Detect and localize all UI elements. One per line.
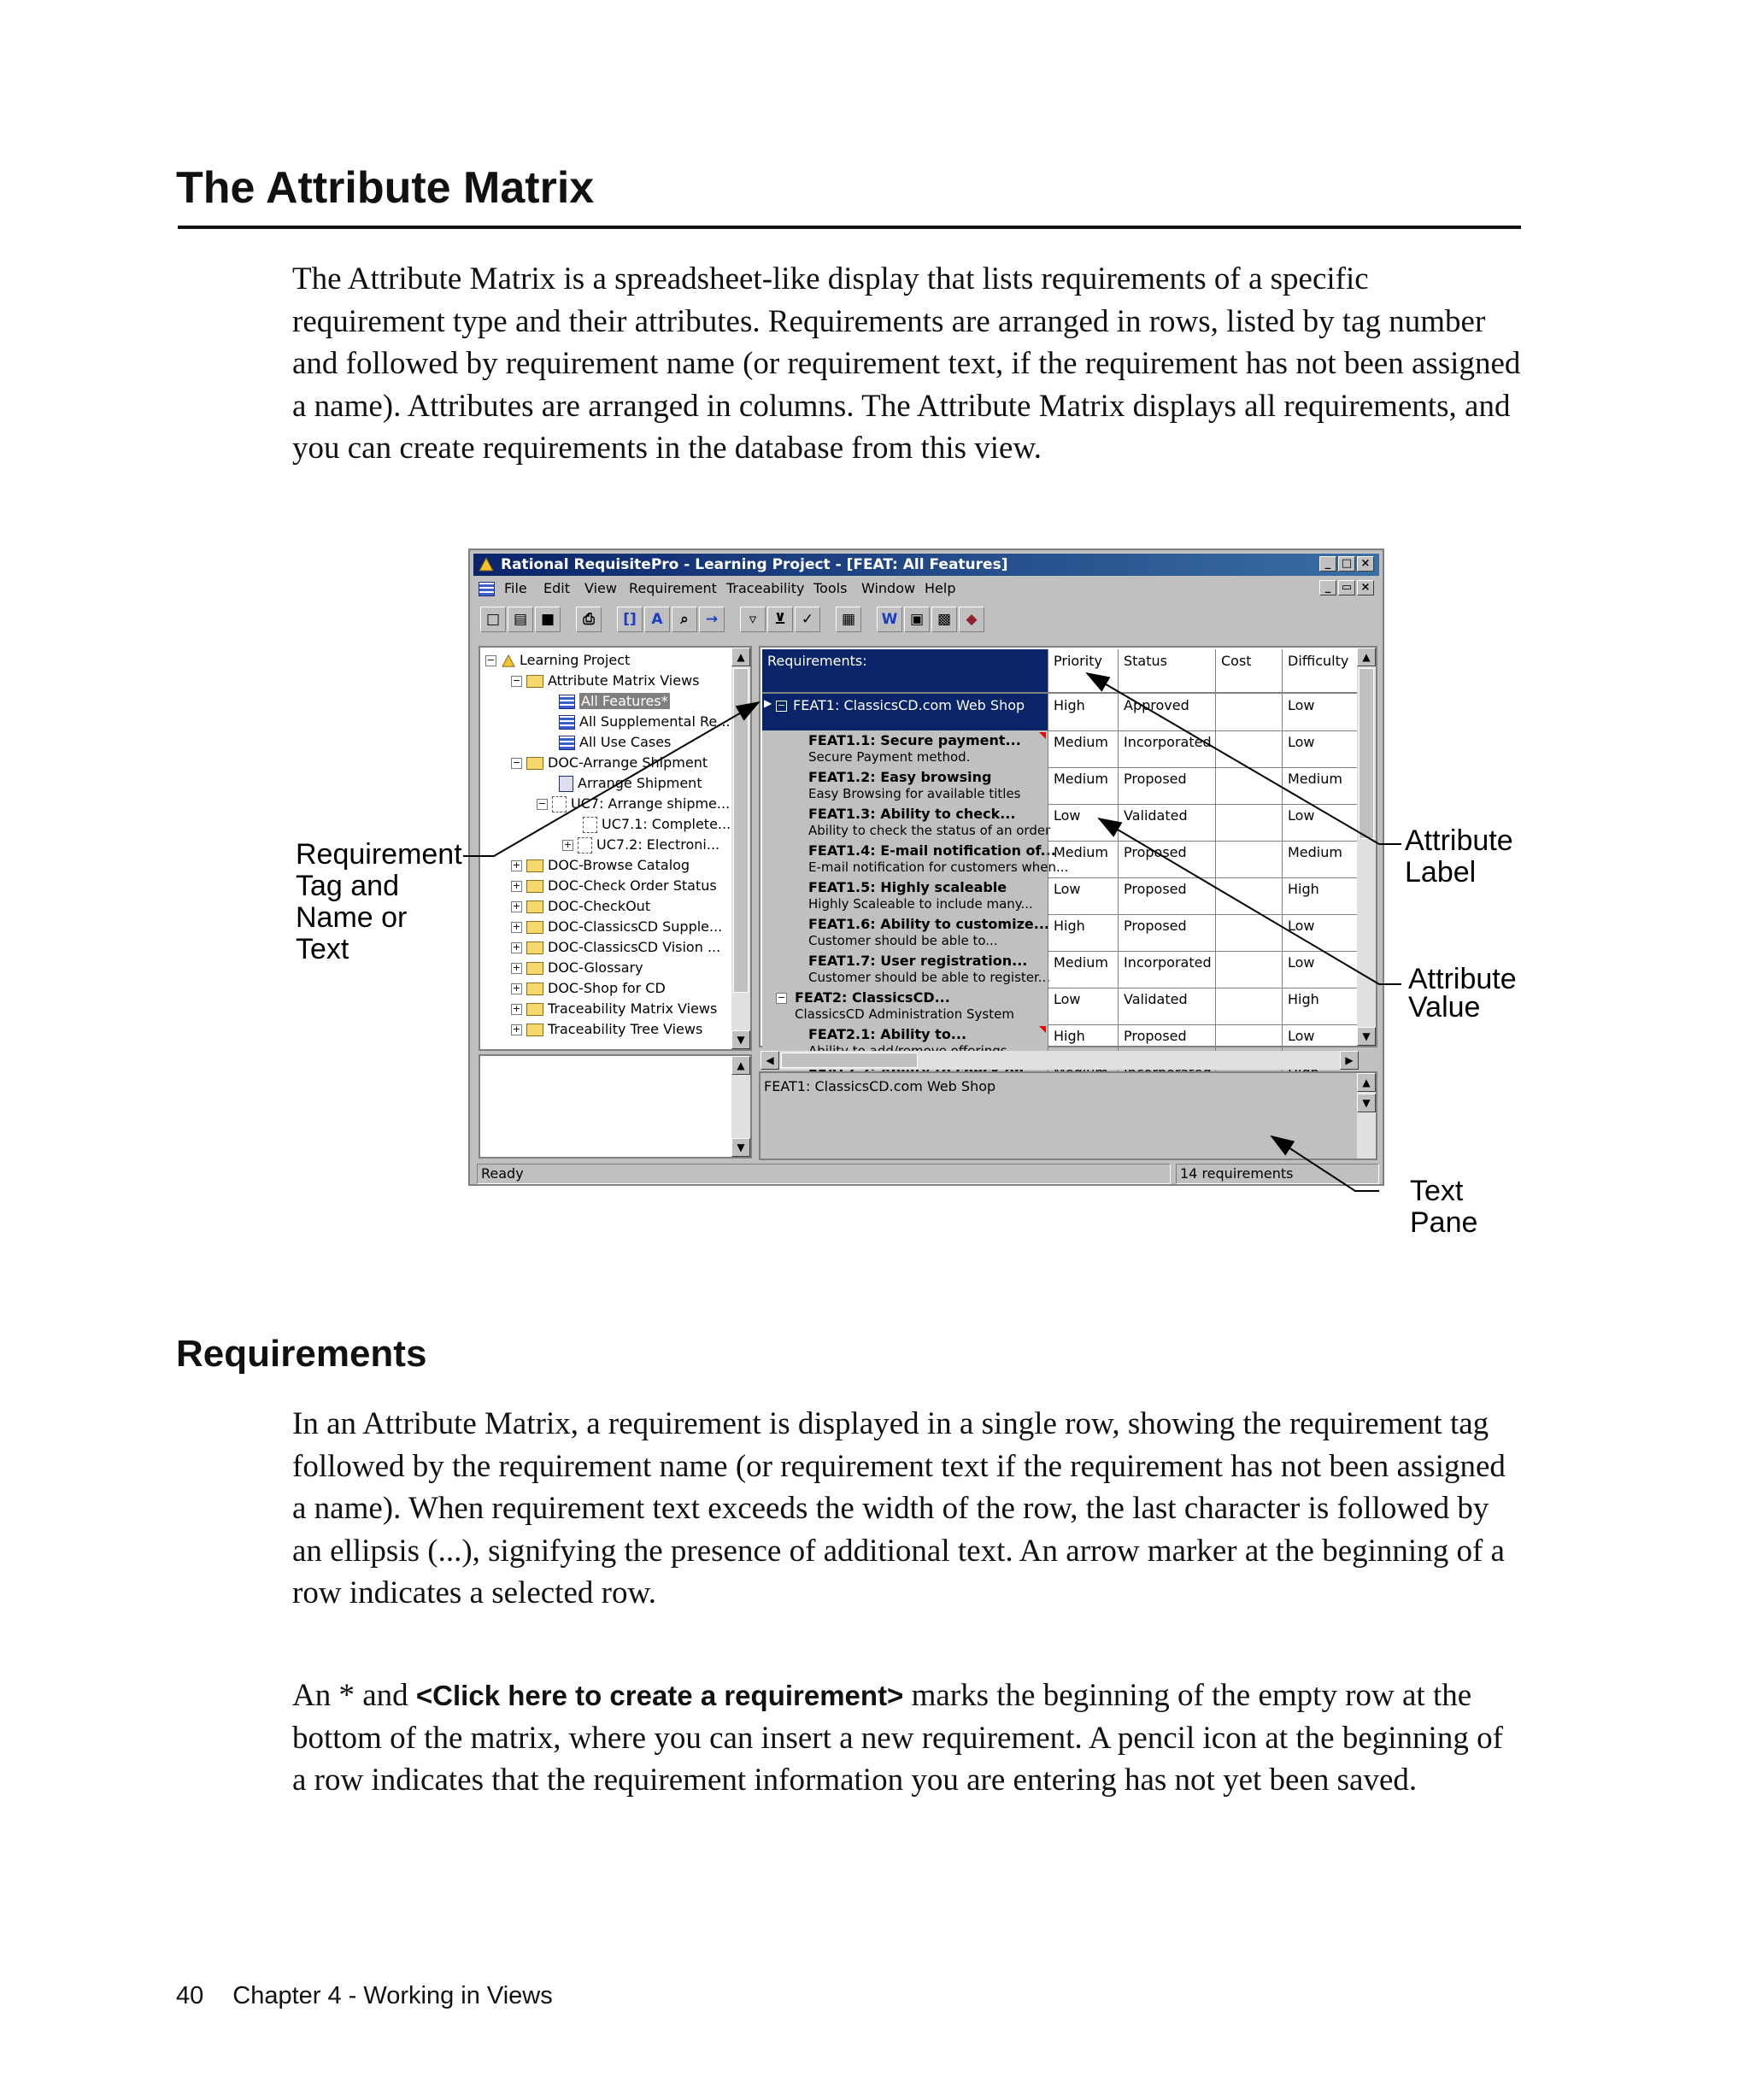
status-column-header[interactable]: Status <box>1118 649 1215 692</box>
difficulty-cell[interactable]: High <box>1282 988 1359 1024</box>
requirement-tag: FEAT1.2: Easy browsing <box>808 769 992 785</box>
difficulty-cell[interactable]: Medium <box>1282 841 1359 877</box>
mdi-minimize-button[interactable]: _ <box>1319 580 1336 595</box>
tree-node[interactable]: DOC-ClassicsCD Vision ... <box>548 939 721 955</box>
tree-node[interactable]: Learning Project <box>520 652 631 668</box>
table-row[interactable]: − FEAT2: ClassicsCD... ClassicsCD Administration System Low Validated High <box>762 988 1359 1025</box>
page-title: The Attribute Matrix <box>176 163 595 213</box>
scroll-up-icon[interactable]: ▲ <box>731 648 750 666</box>
menu-tools[interactable]: Tools <box>813 580 848 596</box>
tree-node[interactable]: DOC-Arrange Shipment <box>548 754 708 771</box>
difficulty-cell[interactable]: Low <box>1282 951 1359 988</box>
status-cell[interactable]: Validated <box>1118 804 1215 841</box>
menu-traceability[interactable]: Traceability <box>726 580 805 596</box>
requirement-tag: FEAT1: ClassicsCD.com Web Shop <box>793 697 1025 713</box>
status-cell[interactable]: Incorporated <box>1118 730 1215 767</box>
callout-text-pane: Text Pane <box>1410 1175 1478 1239</box>
filter-icon[interactable]: ✓ <box>795 607 820 632</box>
scroll-down-icon[interactable]: ▼ <box>731 1030 750 1049</box>
requirement-text: Secure Payment method. <box>808 749 971 765</box>
requirement-tag: FEAT1.4: E-mail notification of... <box>808 842 1056 859</box>
new-icon[interactable]: □ <box>480 607 506 632</box>
close-button[interactable]: × <box>1357 556 1374 572</box>
scroll-up-icon[interactable]: ▲ <box>731 1056 750 1075</box>
requirement-tag: FEAT1.5: Highly scaleable <box>808 879 1007 895</box>
difficulty-cell[interactable]: Medium <box>1282 767 1359 804</box>
find-icon[interactable]: ⌕ <box>672 607 697 632</box>
attr-value-leader <box>1099 818 1401 984</box>
priority-cell[interactable]: Low <box>1048 877 1118 914</box>
difficulty-cell[interactable]: High <box>1282 877 1359 914</box>
trace-to-icon[interactable]: ▿ <box>740 607 766 632</box>
requirements-paragraph-1: In an Attribute Matrix, a requirement is displayed in a single row, showing the requirement tag followed by the requirement name (or requirement text if the requirement has not been assigned a name). When requirement text exceeds the width of the row, the last character is followed by an ellipsis (...), signifying the presence of additional text. An arrow marker at the beginning of a row indicates a selected row. <box>292 1406 1506 1610</box>
bracket-icon[interactable]: [] <box>617 607 643 632</box>
priority-column-header[interactable]: Priority <box>1048 649 1118 692</box>
requirement-text: Customer should be able to register... <box>808 970 1051 985</box>
priority-cell[interactable]: High <box>1048 914 1118 951</box>
tree-node[interactable]: DOC-Check Order Status <box>548 877 717 894</box>
window-title: Rational RequisitePro - Learning Project - [FEAT: All Features] <box>501 556 1008 573</box>
text-pane-leader <box>1271 1136 1379 1191</box>
chapter-label: Chapter 4 - Working in Views <box>232 1982 553 2009</box>
req-tag-leader <box>463 702 759 856</box>
requirement-tag: FEAT1.6: Ability to customize... <box>808 916 1049 932</box>
goto-icon[interactable]: → <box>699 607 725 632</box>
trace-from-icon[interactable]: ⊻ <box>767 607 793 632</box>
status-requirement-count: 14 requirements <box>1176 1164 1379 1184</box>
menu-view[interactable]: View <box>584 580 617 596</box>
tree-node[interactable]: DOC-CheckOut <box>548 898 651 914</box>
priority-cell[interactable]: Medium <box>1048 767 1118 804</box>
explorer-tree: ▲ ▼ − Learning Project − Attribute Matrix Views All Features* All Supplemental Re... All Use Cases − DOC-Arrange Shipment Arrange Shipment − UC7: Arrange shipme... UC7.1: Complete... + UC7.2: Electroni... + DOC-Browse Catalog + DOC-Check Order Status + DOC-CheckOut + DOC-ClassicsCD Supple... + DOC-ClassicsCD Vision ... + DOC-Glossary + DOC-Shop for CD + Traceability Matrix Views + Traceability Tree Views <box>479 646 752 1051</box>
tree-node[interactable]: Traceability Matrix Views <box>548 1000 718 1017</box>
chart-icon[interactable]: ▩ <box>931 607 957 632</box>
menu-window[interactable]: Window <box>861 580 916 596</box>
matrix-icon[interactable]: ▦ <box>836 607 861 632</box>
tree-node[interactable]: All Supplemental Re... <box>579 713 731 730</box>
status-cell[interactable]: Approved <box>1118 694 1215 730</box>
requirements-paragraph-2: An * and <Click here to create a requirement> marks the beginning of the empty row at the bottom of the matrix, where you can insert a new requirement. A pencil icon at the beginning of a row indicates that the requirement information you are entering has not yet been saved. <box>292 1678 1503 1798</box>
mdi-close-button[interactable]: × <box>1357 580 1374 595</box>
priority-cell[interactable]: Medium <box>1048 951 1118 988</box>
scroll-left-icon[interactable]: ◀ <box>760 1051 779 1070</box>
save-icon[interactable]: ■ <box>535 607 561 632</box>
status-cell[interactable]: Proposed <box>1118 767 1215 804</box>
menu-help[interactable]: Help <box>925 580 956 596</box>
priority-cell[interactable]: High <box>1048 1024 1118 1061</box>
note-icon[interactable]: ▣ <box>904 607 930 632</box>
mdi-restore-button[interactable]: ▭ <box>1338 580 1355 595</box>
priority-cell[interactable]: High <box>1048 694 1118 730</box>
menu-file[interactable]: File <box>504 580 527 596</box>
priority-cell[interactable]: Medium <box>1048 730 1118 767</box>
priority-cell[interactable]: Medium <box>1048 841 1118 877</box>
callout-attribute-label: Attribute Label <box>1405 824 1513 889</box>
requirement-text: Easy Browsing for available titles <box>808 786 1021 801</box>
print-icon[interactable]: ⎙ <box>576 607 602 632</box>
priority-cell[interactable]: Low <box>1048 804 1118 841</box>
callout-attribute-value: Attribute Value <box>1408 963 1517 1024</box>
requirement-tag: FEAT1.3: Ability to check... <box>808 806 1016 822</box>
maximize-button[interactable]: □ <box>1338 556 1355 572</box>
scroll-down-icon[interactable]: ▼ <box>1357 1027 1376 1046</box>
requirements-column-header[interactable]: Requirements: <box>762 649 1048 692</box>
difficulty-cell[interactable]: Low <box>1282 1024 1359 1061</box>
scroll-right-icon[interactable]: ▶ <box>1340 1051 1359 1070</box>
requirement-text: Ability to check the status of an order <box>808 823 1051 838</box>
scroll-up-icon[interactable]: ▲ <box>1357 648 1376 666</box>
requirement-text: E-mail notification for customers when... <box>808 859 1069 875</box>
menu-requirement[interactable]: Requirement <box>629 580 717 596</box>
priority-cell[interactable]: Low <box>1048 988 1118 1024</box>
tree-node[interactable]: Arrange Shipment <box>578 775 702 791</box>
tree-node[interactable]: UC7.1: Complete... <box>602 816 731 832</box>
intro-paragraph: The Attribute Matrix is a spreadsheet-like display that lists requirements of a specific requirement type and their attributes. Requirements are arranged in rows, listed by tag number and followed by requirement name (or requirement text, if the requirement has not been assigned a name). Attributes are arranged in columns. The Attribute Matrix displays all requirements, and you can create requirements in the database from this view. <box>292 261 1521 466</box>
row-selected-arrow-icon: ▶ <box>764 697 772 709</box>
tree-node[interactable]: Attribute Matrix Views <box>548 672 700 689</box>
requirement-text: Customer should be able to... <box>808 933 998 948</box>
tree-node[interactable]: UC7.2: Electroni... <box>596 836 720 853</box>
status-cell[interactable]: Proposed <box>1118 841 1215 877</box>
difficulty-column-header[interactable]: Difficulty <box>1282 649 1359 692</box>
status-ready: Ready <box>477 1164 1171 1184</box>
menu-edit[interactable]: Edit <box>543 580 570 596</box>
scroll-down-icon[interactable]: ▼ <box>1357 1094 1376 1112</box>
requirement-tag: FEAT1.7: User registration... <box>808 953 1028 969</box>
tree-node[interactable]: Traceability Tree Views <box>548 1021 703 1037</box>
attribute-icon[interactable]: A <box>644 607 670 632</box>
scroll-up-icon[interactable]: ▲ <box>1357 1073 1376 1092</box>
tree-node[interactable]: DOC-ClassicsCD Supple... <box>548 918 723 935</box>
minimize-button[interactable]: _ <box>1319 556 1336 572</box>
tree-node[interactable]: All Use Cases <box>579 734 672 750</box>
text-pane-content: FEAT1: ClassicsCD.com Web Shop <box>764 1078 996 1094</box>
open-icon[interactable]: ▤ <box>508 607 533 632</box>
requirement-tag: FEAT1.1: Secure payment... <box>808 732 1021 748</box>
tree-node[interactable]: DOC-Browse Catalog <box>548 857 690 873</box>
difficulty-cell[interactable]: Low <box>1282 694 1359 730</box>
tree-node[interactable]: DOC-Shop for CD <box>548 980 666 996</box>
requirement-tag: FEAT2: ClassicsCD... <box>795 989 950 1006</box>
status-cell[interactable]: Incorporated <box>1118 951 1215 988</box>
requirement-text: Highly Scaleable to include many... <box>808 896 1033 912</box>
tree-node-selected[interactable]: All Features* <box>581 693 668 709</box>
difficulty-cell[interactable]: Low <box>1282 914 1359 951</box>
status-cell[interactable]: Proposed <box>1118 914 1215 951</box>
scroll-down-icon[interactable]: ▼ <box>731 1138 750 1157</box>
status-cell[interactable]: Proposed <box>1118 1024 1215 1061</box>
requirement-tag: FEAT2.1: Ability to... <box>808 1026 967 1042</box>
word-icon[interactable]: W <box>877 607 902 632</box>
requirement-text: ClassicsCD Administration System <box>795 1006 1014 1022</box>
page-footer <box>176 1982 553 2010</box>
status-cell[interactable]: Validated <box>1118 988 1215 1024</box>
tree-node[interactable]: UC7: Arrange shipme... <box>571 795 731 812</box>
status-cell[interactable]: Proposed <box>1118 877 1215 914</box>
tree-node[interactable]: DOC-Glossary <box>548 959 643 976</box>
cost-column-header[interactable]: Cost <box>1215 649 1282 692</box>
table-row[interactable]: ▶ − FEAT1: ClassicsCD.com Web Shop High Approved Low <box>762 694 1359 731</box>
difficulty-cell[interactable]: Low <box>1282 730 1359 767</box>
attr-label-leader <box>1087 673 1401 844</box>
difficulty-cell[interactable]: Low <box>1282 804 1359 841</box>
book-icon[interactable]: ◆ <box>959 607 984 632</box>
page-number: 40 <box>176 1982 204 2009</box>
callout-requirement-tag: Requirement Tag and Name or Text <box>296 838 462 965</box>
section-title-requirements: Requirements <box>176 1333 427 1375</box>
